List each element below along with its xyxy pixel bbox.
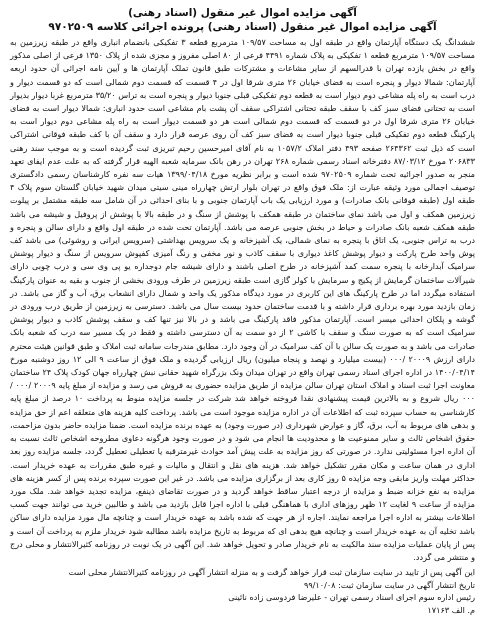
notice-subtitle: آگهی مزایده اموال غیر منقول (اسناد رهنی) پرونده اجرائی کلاسه ۹۷۰۲۵۰۹ [48, 21, 437, 33]
notice-body: ششدانگ یک دستگاه آپارتمان واقع در طبقه اول به مساحت ۱۰۹/۵۷ مترمربع قطعه ۳ تفکیکی بانضمام انباری واقع در طبقه زیرزمین به مساحت ۱۰۹/۵۷ مترمربع قطعه ۱ تفکیکی به پلاک شماره ۴۴۹۱ فرعی از ۸۰ اصلی مفروز و مجزی شده از پلاک ۱۳۵۰ فرعی از اصلی مذکور واقع در بخش یازده تهران با قدرالسهم از سایر مشاعات و مشترکات طبق قانون تملک آپارتمان ها و آیین نامه اجرائی آن حدود اربعه آپارتمان: شمالا دیوار و پنجره است به فضای خیابان ۲۶ متری شرقا اول در ۴ قسمت که قسمت دوم شمالی است که دو قسمت دیوار و درب است به راه پله مشاعی دوم دیوار است به قطعه دوم تفکیکی قبلی جنوبا دیوار و پنجره است به تراس ۳۵/۲۰ مترمربع غربا دیوار بدیوار است به تحتانی فضای سبز کف با سقف طبقه تحتانی اشتراکی سقف آن پشت بام مشاعی است حدود انباری: شمالا دیوار است به فضای خیابان ۲۶ متری شرقا اول در دو قسمت که قسمت دوم شمالی است هر دو قسمت دیوار است به راه پله مشاعی دوم دیوار است به پارکینگ قطعه دوم تفکیکی قبلی جنوبا دیوار است به فضای سبز کف آن روی عرصه قرار دارد و سقف آن با کف طبقه فوقانی اشتراکی است که ذیل ثبت ۲۶۴۳۶۲ صفحه ۴۹۳ دفتر املاک ۱۰۵۷/۲ به نام آقای امیرحسین رحیم تبریزی ثبت گردیده است و به موجب سند رهنی ۲۰۶۸۳۳ مورخ ۸۷/۰۳/۱۲ دفترخانه اسناد رسمی شماره ۲۶۸ تهران در رهن بانک سرمایه شعبه الهیه قرار گرفته که به علت عدم ایفای تعهد منجر به صدور اجرائیه تحت شماره ۹۷۰۲۵۰۹ شده است و برابر نظریه مورخ ۱۳۹۹/۰۴/۱۸ هیات سه نفره کارشناسان رسمی دادگستری توصیف اجمالی مورد وثیقه عبارت از: ملک فوق واقع در تهران بلوار ارتش چهارراه مینی سیتی میدان شهید خیابان گلستان سوم پلاک ۴ طبقه اول (طبقه فوقانی بانک صادرات) و مورد ارزیابی یک باب آپارتمان جنوبی و با بنای احداثی در آن شامل سه طبقه مشتمل بر پیلوت زیرزمین همکف و اول می باشد نمای ساختمان در طبقه همکف با پوشش از سنگ و در طبقه بالا با پوشش از پروفیل و شیشه می باشد طبقه همکف شعبه بانک صادرات و حیاط در بخش جنوبی عرصه می باشد. آپارتمان تحت شده در طبقه اول واقع و دارای سالن و پنجره و درب به تراس جنوبی، یک اتاق با پنجره به نمای شمالی، یک آشپزخانه و یک سرویس بهداشتی (سرویس ایرانی و روشوئی) می باشد کف پوش واحد طرح پارکت و دیوار پوشش کاغذ دیواری با سقف کاذب و نور مخفی و رنگ آمیزی کفپوش سرویس از سنگ و دیوار پوشش سرامیک آبدارخانه با پنجره سمت کمد آشپزخانه در طرح اصلی باشند و دارای شیشه جام دوجداره یو پی وی سی و درب چوبی دارای شیرآلات ساختمان گرمایش از پکیج و سرمایش با کولر گازی است طبقه زیرزمین در طرف ورودی بخشی از جنوب و بقیه به عنوان پارکینگ استفاده میگردد اما در طرح پارکینگ های این کاربری در مورد دیدگاه مذکور یک واحد و شمال دارای انشعاب برق، آب و گاز می باشد. در زمان بازدید مورد بهره برداری قرار داشته و با قدمت ساختمان حدود بیست سال می باشد. دسترسی به زیرزمین از طریق درب ورودی در گوشه و پلکان احداثی میسر است. آپارتمان مذکور فاقد پارکینگ می باشد و در بالا نیز تنها کف و سقف پوشش کاذب و دیوار پوشش سرامیک است که به صورت سنگ و سقف با کاشی ۲ از دو سمت به آن دسترسی داشته و فقط در یک مسیر سه درب که شعبه بانک صادرات می باشد و به صورت یک سالن با آن کف سرامیک در آن وجود دارد. مطابق مندرجات سامانه ثبت املاک و طبق قوانین هیئت محترم دارای ارزش ۲۰۰۰۹ /۰۰۰ (بیست میلیارد و نهصد و پنجاه میلیون) ریال ارزیابی گردیده و ملک فوق از ساعت ۹ الی ۱۲ روز دوشنبه مورخ ۱۴۰۰/۰۴/۱۴ در اداره اجرای اسناد رسمی تهران واقع در تهران میدان ونک بزرگراه شهید حقانی نبش چهارراه جهان کودک پلاک ۲۴ ساختمان معاونت اجرا ثبت اسناد و املاک استان تهران سالن مزایده از طریق مزایده حضوری به فروش می رسد و مزایده از مبلغ پایه ۲۰۰۰۹ /۰۰۰ /۰۰۰ ریال شروع و به بالاترین قیمت پیشنهادی نقدا فروخته خواهد شد شرکت در جلسه مزایده منوط به پرداخت ۱۰ درصد از مبلغ پایه کارشناسی به حساب سپرده ثبت که اطلاعات آن در اداره مزایده موجود است می باشد. پرداخت کلیه هزینه های متعلقه اعم از حق مزایده و بدهی های مربوط به آب، برق، گاز و عوارض شهرداری (در صورت وجود) به عهده برنده مزایده است. ضمنا مزایده حاضر بدون مزاحمت، حقوق اشخاص ثالث و سایر ممنوعیت ها و محدودیت ها انجام می شود و در صورت وجود هرگونه دعاوی مطروحه اشخاص ثالث نسبت به آن اداره اجرا مسئولیتی ندارد. در صورتی که روز مزایده به علت پیش آمد حوادث غیرمترقبه یا تعطیلی تعطیل گردد، جلسه مزایده روز بعد اداری در همان ساعت و مکان مقرر تشکیل خواهد شد. هزینه های نقل و انتقال و مالیات و غیره طبق مقررات به عهده خریدار است. حداکثر مهلت واریز مابقی وجه مزایده ۵ روز کاری بعد از برگزاری مزایده می باشد. در غیر این صورت سپرده برنده پس از کسر هزینه های مزایده به نفع خزانه ضبط و مزایده از درجه اعتبار ساقط خواهد گردید و در صورت تقاضای ذینفع، مزایده تجدید خواهد شد. ملک مورد مزایده از ساعت ۹ لغایت ۱۲ ظهر روزهای اداری با هماهنگی قبلی با اداره اجرا قابل بازدید می باشد و طالبین خرید می توانند جهت کسب اطلاعات بیشتر به اداره اجرا مراجعه نمایند. اجاره از هر جهت که شده باشد به عهده خریدار است و چنانچه مال مورد مزایده دارای ساکن باشد تخلیه آن به عهده خریدار است و چنانچه هیچ بدهی ای که مربوط به تاریخ مزایده باشد مطالبه شود خریدار ملزم به پرداخت آن است و پس از پایان عملیات مزایده سند مالکیت به نام خریدار صادر و تحویل خواهد شد. این آگهی در یک نوبت در روزنامه کثیرالانتشار و محلی درج و منتشر می گردد. [9, 37, 476, 562]
signature-line: رئیس اداره سوم اجرای اسناد رسمی تهران - علیرضا فردوسی زاده نائینی [228, 592, 475, 603]
notice-footer [10, 566, 475, 616]
publish-note: این آگهی پس از تایید در سایت سازمان ثبت قرار خواهد گرفت و به منزله انتشار آگهی در روزنامه کثیرالانتشار محلی است [68, 567, 475, 578]
publish-date: تاریخ انتشار آگهی در سایت سازمان ثبت: ۹۹/۱۰/۰۸ [303, 579, 475, 590]
reference-code: م. الف ۱۷۱۶۳ [427, 604, 475, 615]
notice-title: آگهی مزایده اموال غیر منقول (اسناد رهنی) [128, 7, 357, 19]
